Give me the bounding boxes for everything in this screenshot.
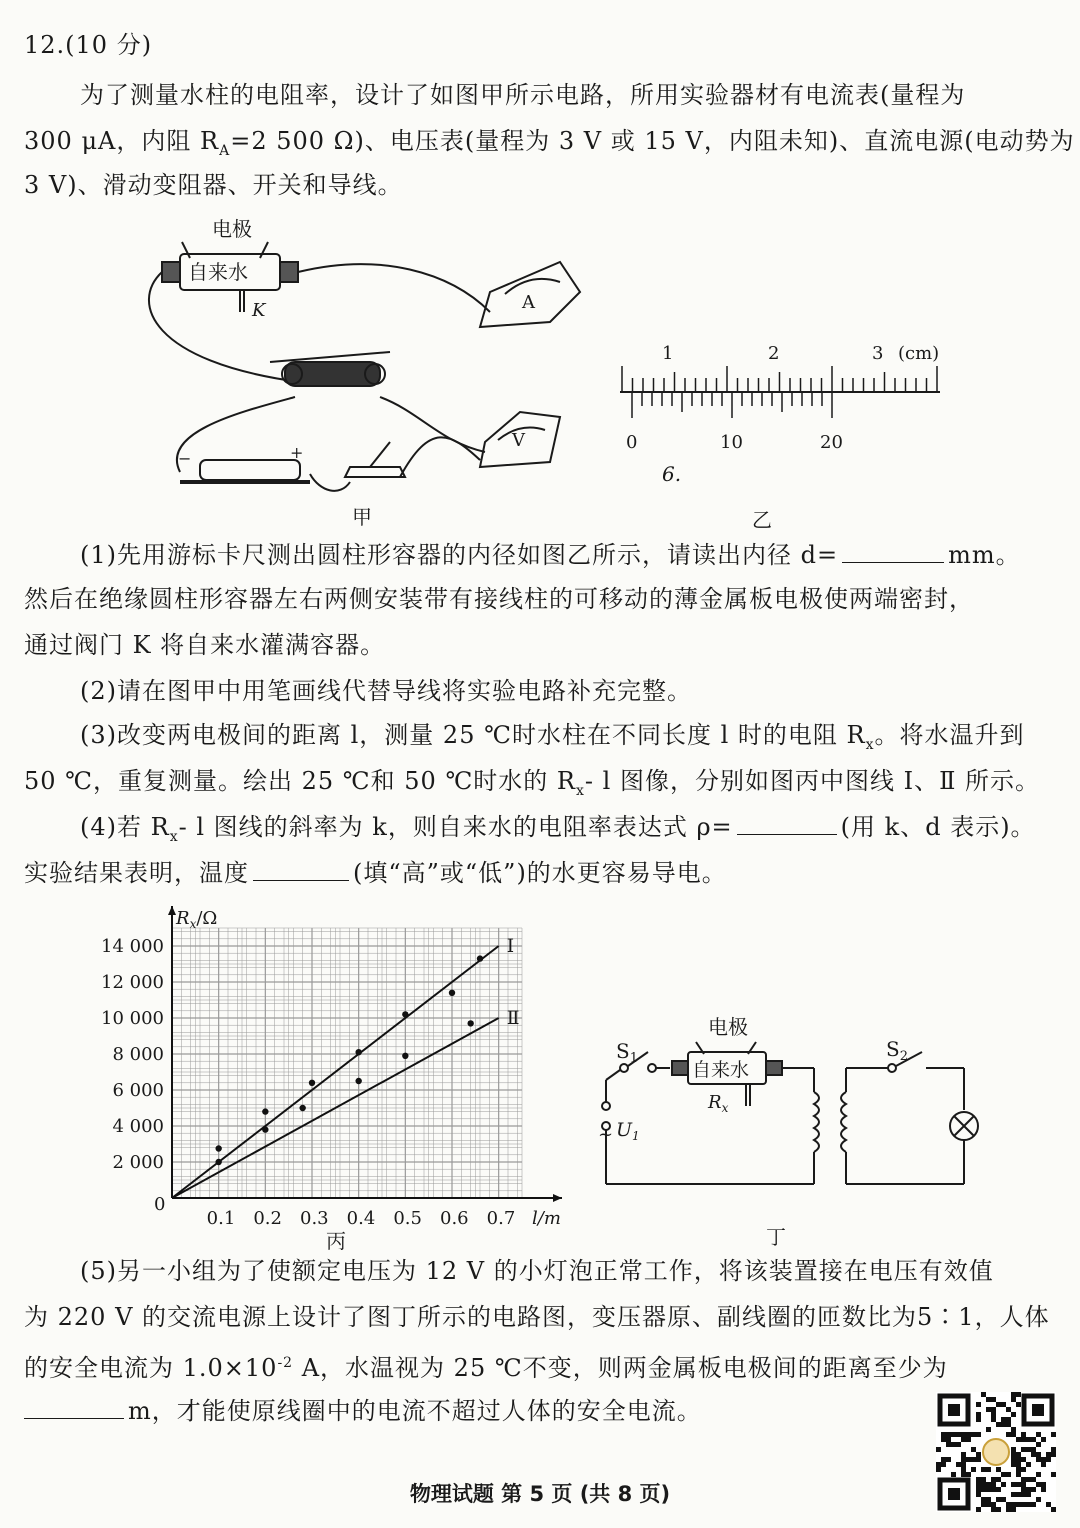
y-tick-label: 12 000 (101, 972, 164, 993)
data-point (215, 1145, 221, 1151)
data-point (449, 990, 455, 996)
secondary-coil (841, 1092, 846, 1152)
caption-bing: 丙 (326, 1229, 346, 1250)
q1-line-1: (1)先用游标卡尺测出圆柱形容器的内径如图乙所示，请读出内径 d= mm。 (80, 532, 1021, 578)
main-scale-1: 1 (662, 343, 674, 364)
figure-ding (596, 1012, 986, 1252)
label-u1: $U_1$ (616, 1119, 640, 1143)
figure-jia (120, 212, 590, 532)
answer-blank-rho[interactable] (737, 808, 837, 835)
valve-label: K (252, 300, 266, 321)
caption-ding: 丁 (766, 1225, 786, 1249)
svg-text:−: − (178, 449, 192, 468)
voltmeter-label: V (512, 430, 525, 451)
svg-text:+: + (290, 443, 304, 462)
handwritten-note: 6. (662, 462, 682, 486)
x-tick-label: 0.1 (206, 1208, 236, 1229)
q1-line-2: 然后在绝缘圆柱形容器左右两侧安装带有接线柱的可移动的薄金属板电极使两端密封， (24, 585, 974, 613)
y-axis-label: $R_x/\Omega$ (176, 908, 218, 931)
data-point (402, 1053, 408, 1059)
vernier-10: 10 (720, 432, 743, 453)
main-scale-2: 2 (768, 343, 780, 364)
data-point (355, 1049, 361, 1055)
question-number: 12.(10 分) (24, 31, 153, 59)
q5-line-3: 的安全电流为 $1.0\times 10^{-2}$ A，水温视为 25 ℃不变，则两金属板电极间的距离至少为 (24, 1354, 948, 1382)
label-rx: $R_x$ (708, 1092, 729, 1115)
intro-line-2: 300 μA，内阻 $R_A=2$ 500 Ω)、电压表(量程为 3 V 或 15 V，内阻未知)、直流电源(电动势为 (24, 127, 1075, 159)
y-tick-label: 8 000 (112, 1044, 164, 1065)
water-label: 自来水 (188, 260, 248, 284)
q5-line-1: (5)另一小组为了使额定电压为 12 V 的小灯泡正常工作，将该装置接在电压有效值 (80, 1257, 994, 1285)
page-footer: 物理试题 第 5 页 (共 8 页) (409, 1482, 671, 1506)
main-scale-3: 3 (872, 343, 884, 364)
y-tick-label: 2 000 (112, 1152, 164, 1173)
ac-symbol: ~ (598, 1124, 614, 1145)
label-s1: $S_1$ (616, 1039, 638, 1066)
figure-bing-chart (96, 900, 596, 1250)
electrode-label-ding: 电极 (708, 1015, 748, 1039)
origin-label: 0 (154, 1194, 166, 1215)
x-tick-label: 0.4 (346, 1208, 376, 1229)
vernier-0: 0 (626, 432, 638, 453)
x-tick-label: 0.5 (393, 1208, 422, 1229)
x-tick-label: 0.7 (486, 1208, 516, 1229)
data-point (262, 1108, 268, 1114)
primary-coil (814, 1092, 819, 1152)
q2-line-1: (2)请在图甲中用笔画线代替导线将实验电路补充完整。 (80, 677, 692, 705)
x-tick-label: 0.2 (253, 1208, 282, 1229)
data-point (355, 1078, 361, 1084)
q1-line-3: 通过阀门 K 将自来水灌满容器。 (24, 631, 386, 659)
data-point (262, 1126, 268, 1132)
data-point (402, 1011, 408, 1017)
answer-blank-distance[interactable] (24, 1392, 124, 1419)
answer-blank-d[interactable] (842, 536, 944, 563)
data-point (477, 955, 483, 961)
main-scale-unit: (cm) (898, 343, 940, 364)
q4-line-1: (4)若 $R_x-$ l 图线的斜率为 k，则自来水的电阻率表达式 ρ= (用 k、d 表示)。 (80, 804, 1036, 860)
figure-yi (610, 335, 950, 530)
y-tick-label: 14 000 (101, 936, 164, 957)
vernier-20: 20 (820, 432, 843, 453)
y-tick-label: 10 000 (101, 1008, 164, 1029)
q3-line-1: (3)改变两电极间的距离 l，测量 25 ℃时水柱在不同长度 l 时的电阻 $R_x$。将水温升到 (80, 721, 1025, 753)
x-tick-label: 0.3 (300, 1208, 329, 1229)
x-tick-label: 0.6 (440, 1208, 469, 1229)
data-point (215, 1159, 221, 1165)
water-label-ding: 自来水 (692, 1059, 750, 1081)
y-tick-label: 6 000 (112, 1080, 164, 1101)
data-point (309, 1080, 315, 1086)
q5-line-2: 为 220 V 的交流电源上设计了图丁所示的电路图，变压器原、副线圈的匝数比为5∶1，人体 (24, 1303, 1050, 1331)
series-label-1: Ⅰ (506, 935, 515, 957)
intro-line-3: 3 V)、滑动变阻器、开关和导线。 (24, 171, 403, 199)
caption-jia: 甲 (352, 505, 372, 529)
intro-line-1: 为了测量水柱的电阻率，设计了如图甲所示电路，所用实验器材有电流表(量程为 (80, 81, 966, 109)
q3-line-2: 50 ℃，重复测量。绘出 25 ℃和 50 ℃时水的 $R_x-$ l 图像，分别如图丙中图线 Ⅰ、Ⅱ 所示。 (24, 767, 1041, 799)
ammeter-label: A (522, 292, 535, 313)
x-axis-label: l/m (532, 1208, 561, 1229)
answer-blank-temp[interactable] (253, 854, 349, 881)
caption-yi: 乙 (752, 508, 772, 530)
switch (345, 467, 405, 477)
y-tick-label: 4 000 (112, 1116, 164, 1137)
electrode-label: 电极 (212, 217, 252, 241)
series-label-2: Ⅱ (506, 1007, 520, 1029)
data-point (299, 1105, 305, 1111)
q5-line-4: m，才能使原线圈中的电流不超过人体的安全电流。 (24, 1388, 702, 1434)
data-point (467, 1020, 473, 1026)
battery (200, 460, 300, 480)
label-s2: $S_2$ (886, 1037, 908, 1064)
q4-line-2: 实验结果表明，温度 (填“高”或“低”)的水更容易导电。 (24, 850, 727, 896)
